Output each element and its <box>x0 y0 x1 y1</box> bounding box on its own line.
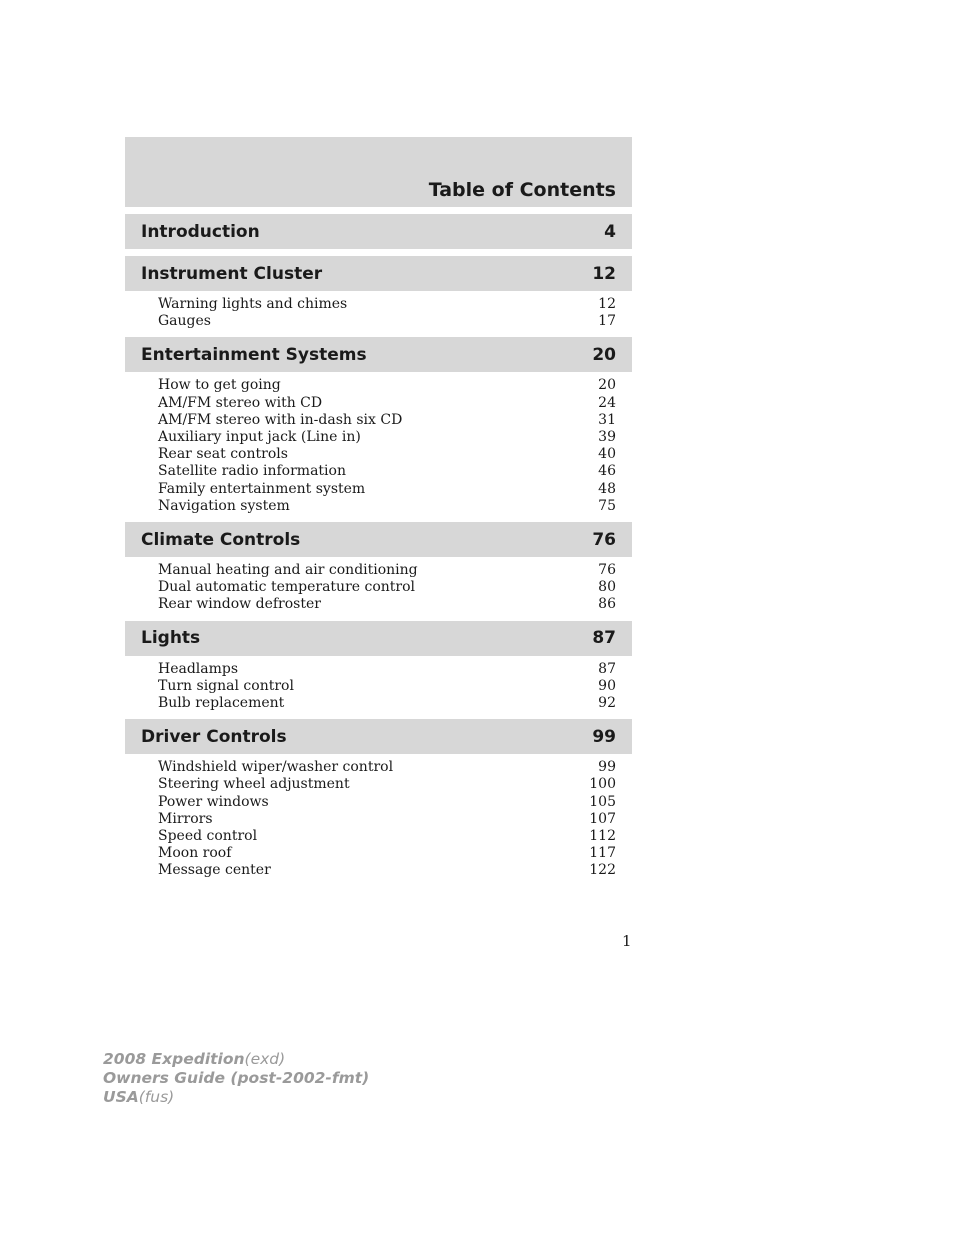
entry-page: 75 <box>598 497 616 514</box>
section-heading[interactable] <box>125 522 632 557</box>
entry-page: 112 <box>589 828 616 845</box>
entry-page: 20 <box>598 377 616 394</box>
entry-page: 46 <box>598 463 616 480</box>
footer <box>103 1050 369 1107</box>
toc-entry[interactable] <box>158 759 616 776</box>
footer-line-2 <box>103 1069 369 1088</box>
entry-label: Mirrors <box>158 810 213 827</box>
toc-entry[interactable] <box>158 678 616 695</box>
entry-page: 17 <box>598 313 616 330</box>
toc-section <box>125 256 632 330</box>
toc-section <box>125 719 632 879</box>
section-heading[interactable] <box>125 621 632 656</box>
toc-entry[interactable] <box>158 845 616 862</box>
entry-page: 87 <box>598 660 616 677</box>
section-page: 76 <box>592 529 616 550</box>
section-title: Introduction <box>141 221 260 242</box>
section-entries <box>125 754 632 879</box>
entry-page: 86 <box>598 596 616 613</box>
toc-entry[interactable] <box>158 811 616 828</box>
entry-page: 24 <box>598 394 616 411</box>
toc-entry[interactable] <box>158 828 616 845</box>
section-entries <box>125 291 632 330</box>
section-page: 20 <box>592 344 616 365</box>
entry-page: 48 <box>598 480 616 497</box>
footer-guide: Owners Guide (post-2002-fmt) <box>103 1069 370 1087</box>
section-page: 4 <box>604 221 616 242</box>
entry-label: Dual automatic temperature control <box>158 579 416 596</box>
entry-page: 117 <box>589 845 616 862</box>
section-heading[interactable] <box>125 256 632 291</box>
section-title: Instrument Cluster <box>141 263 323 284</box>
entry-label: AM/FM stereo with CD <box>158 394 323 411</box>
entry-label: How to get going <box>158 377 281 394</box>
entry-label: Rear seat controls <box>158 446 288 463</box>
toc-section <box>125 621 632 713</box>
toc-entry[interactable] <box>158 463 616 480</box>
toc-entry[interactable] <box>158 661 616 678</box>
section-entries <box>125 557 632 614</box>
toc-entry[interactable] <box>158 776 616 793</box>
entry-page: 100 <box>589 776 616 793</box>
footer-market-code: (fus) <box>138 1088 175 1106</box>
entry-page: 40 <box>598 446 616 463</box>
toc-section <box>125 337 632 515</box>
entry-page: 39 <box>598 429 616 446</box>
toc-entry[interactable] <box>158 596 616 613</box>
entry-label: Family entertainment system <box>158 480 366 497</box>
entry-label: Steering wheel adjustment <box>158 776 350 793</box>
entry-label: Moon roof <box>158 845 232 862</box>
footer-line-1 <box>103 1050 369 1069</box>
section-title: Entertainment Systems <box>141 344 367 365</box>
section-page: 99 <box>592 726 616 747</box>
section-page: 87 <box>592 628 616 649</box>
toc-entry[interactable] <box>158 695 616 712</box>
toc-entry[interactable] <box>158 481 616 498</box>
toc-entry[interactable] <box>158 412 616 429</box>
entry-label: Speed control <box>158 828 258 845</box>
page-title: Table of Contents <box>428 179 616 201</box>
toc-entry[interactable] <box>158 562 616 579</box>
section-title: Lights <box>141 628 201 649</box>
toc-entry[interactable] <box>158 296 616 313</box>
section-entries <box>125 372 632 515</box>
section-title: Driver Controls <box>141 726 287 747</box>
entry-page: 105 <box>589 793 616 810</box>
entry-label: Windshield wiper/washer control <box>158 759 394 776</box>
toc-entry[interactable] <box>158 313 616 330</box>
entry-label: Rear window defroster <box>158 596 321 613</box>
entry-label: Power windows <box>158 793 269 810</box>
entry-label: Headlamps <box>158 660 239 677</box>
entry-label: Warning lights and chimes <box>158 296 348 312</box>
section-heading[interactable] <box>125 214 632 249</box>
toc-entry[interactable] <box>158 446 616 463</box>
entry-label: Gauges <box>158 313 211 330</box>
entry-page: 90 <box>598 677 616 694</box>
toc-section <box>125 522 632 614</box>
section-title: Climate Controls <box>141 529 301 550</box>
toc-entry[interactable] <box>158 377 616 394</box>
section-page: 12 <box>592 263 616 284</box>
toc-entry[interactable] <box>158 579 616 596</box>
entry-page: 76 <box>598 562 616 579</box>
entry-page: 99 <box>598 759 616 776</box>
section-heading[interactable] <box>125 719 632 754</box>
entry-label: Bulb replacement <box>158 695 285 712</box>
entry-label: Message center <box>158 862 271 879</box>
entry-page: 31 <box>598 411 616 428</box>
toc-entry[interactable] <box>158 395 616 412</box>
toc-entry[interactable] <box>158 429 616 446</box>
section-heading[interactable] <box>125 337 632 372</box>
header-band <box>125 137 632 207</box>
toc-entry[interactable] <box>158 498 616 515</box>
footer-market: USA <box>103 1088 139 1106</box>
entry-page: 92 <box>598 695 616 712</box>
page-number: 1 <box>622 932 632 950</box>
footer-line-3 <box>103 1088 369 1107</box>
toc-section <box>125 214 632 249</box>
entry-label: Satellite radio information <box>158 463 346 480</box>
section-entries <box>125 656 632 713</box>
toc-entry[interactable] <box>158 862 616 879</box>
entry-page: 107 <box>589 810 616 827</box>
table-of-contents <box>125 214 632 880</box>
entry-label: Navigation system <box>158 497 290 514</box>
entry-label: Turn signal control <box>158 677 294 694</box>
entry-label: AM/FM stereo with in-dash six CD <box>158 411 403 428</box>
entry-page: 12 <box>598 296 616 312</box>
toc-entry[interactable] <box>158 794 616 811</box>
entry-page: 122 <box>589 862 616 879</box>
footer-model-code: (exd) <box>244 1050 286 1068</box>
entry-label: Manual heating and air conditioning <box>158 562 418 579</box>
footer-model: 2008 Expedition <box>103 1050 245 1068</box>
entry-label: Auxiliary input jack (Line in) <box>158 429 361 446</box>
entry-page: 80 <box>598 579 616 596</box>
